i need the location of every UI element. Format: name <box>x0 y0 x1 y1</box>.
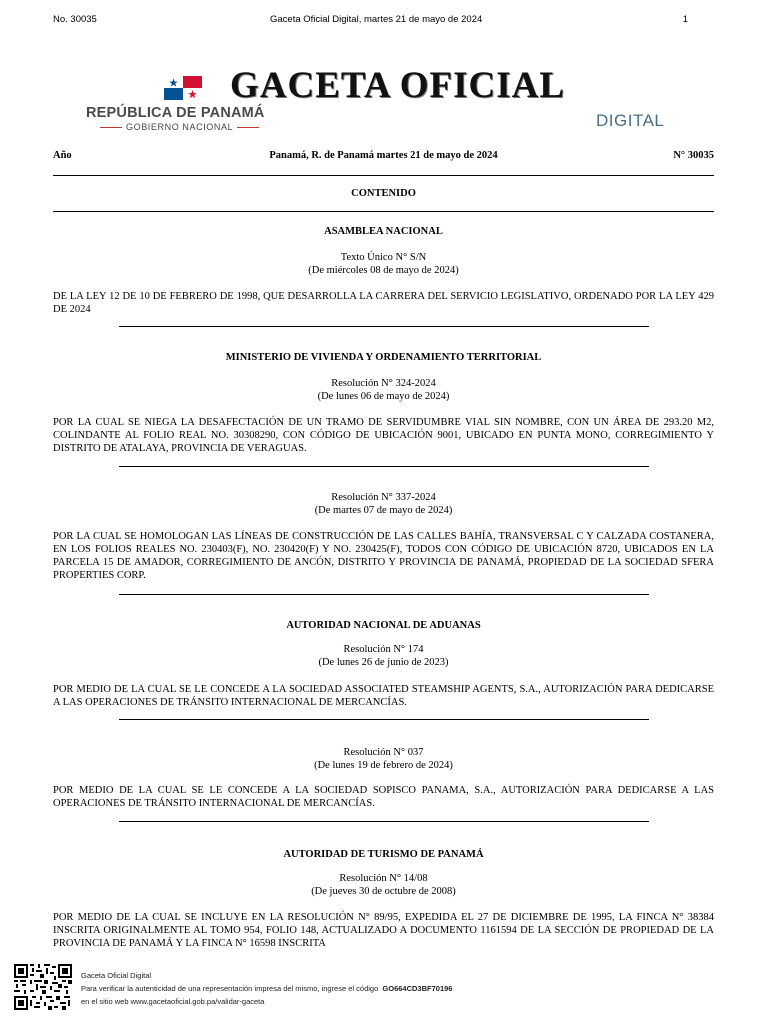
document-number: Resolución N° 037 <box>343 747 424 758</box>
verification-footer <box>14 964 754 1014</box>
page-number: 1 <box>682 14 688 25</box>
entity-heading: AUTORIDAD DE TURISMO DE PANAMÁ <box>283 849 484 860</box>
document-number: Resolución N° 324-2024 <box>331 378 436 389</box>
document-summary: DE LA LEY 12 DE 10 DE FEBRERO DE 1998, QUE DESARROLLA LA CARRERA DEL SERVICIO LEGISLATIVO, ORDENADO POR LA LEY 429 DE 2024 <box>53 291 714 315</box>
issue-place-date: Panamá, R. de Panamá martes 21 de mayo de 2024 <box>269 150 498 161</box>
document-date: (De lunes 26 de junio de 2023) <box>318 657 449 668</box>
footer-text <box>81 969 452 1008</box>
qr-code-icon <box>14 964 72 1010</box>
decorative-dash <box>237 127 259 128</box>
issue-number: No. 30035 <box>53 14 97 25</box>
digital-label: DIGITAL <box>596 111 665 130</box>
contents-title: CONTENIDO <box>351 188 416 199</box>
document-summary: POR MEDIO DE LA CUAL SE LE CONCEDE A LA SOCIEDAD SOPISCO PANAMA, S.A., AUTORIZACIÓN PARA DEDICARSE A LAS OPERACIONES DE TRÁNSITO INTERNACIONAL DE MERCANCÍAS. <box>53 785 714 809</box>
document-number: Resolución N° 14/08 <box>339 873 428 884</box>
footer-verify-text: Para verificar la autenticidad de una representación impresa del mismo, ingrese el código <box>81 984 379 993</box>
divider <box>119 719 649 720</box>
divider <box>119 466 649 467</box>
document-summary: POR LA CUAL SE NIEGA LA DESAFECTACIÓN DE UN TRAMO DE SERVIDUMBRE VIAL SIN NOMBRE, CON UN ÁREA DE 293.20 M2, COLINDANTE AL FOLIO REAL NO. 30308290, CON CÓDIGO DE UBICACIÓN 9001, UBICADO EN PUNTA MONO, CORREGIMIENTO Y DISTRITO DE ATALAYA, PROVINCIA DE VERAGUAS. <box>53 417 714 454</box>
top-header-bar <box>53 14 688 28</box>
divider <box>53 211 714 212</box>
issue-info-line <box>53 150 714 166</box>
footer-site[interactable]: en el sitio web www.gacetaoficial.gob.pa/validar-gaceta <box>81 997 265 1006</box>
republic-name: REPÚBLICA DE PANAMÁ <box>86 105 265 121</box>
document-summary: POR MEDIO DE LA CUAL SE LE CONCEDE A LA SOCIEDAD ASSOCIATED STEAMSHIP AGENTS, S.A., AUTORIZACIÓN PARA DEDICARSE A LAS OPERACIONES DE TRÁNSITO INTERNACIONAL DE MERCANCÍAS. <box>53 684 714 708</box>
divider <box>53 175 714 176</box>
entity-heading: MINISTERIO DE VIVIENDA Y ORDENAMIENTO TERRITORIAL <box>225 352 542 363</box>
footer-title: Gaceta Oficial Digital <box>81 971 152 980</box>
year-label: Año <box>53 150 72 161</box>
decorative-dash <box>100 127 122 128</box>
government-label: GOBIERNO NACIONAL <box>126 122 234 132</box>
entity-heading: ASAMBLEA NACIONAL <box>324 226 443 237</box>
document-number: Resolución N° 337-2024 <box>331 492 436 503</box>
divider <box>119 594 649 595</box>
document-date: (De jueves 30 de octubre de 2008) <box>311 886 456 897</box>
footer-verify-line <box>81 982 452 995</box>
verification-code: GO664CD3BF70196 <box>382 984 453 993</box>
document-date: (De lunes 19 de febrero de 2024) <box>314 760 453 771</box>
gazette-date: Gaceta Oficial Digital, martes 21 de mayo de 2024 <box>270 14 483 25</box>
entity-heading: AUTORIDAD NACIONAL DE ADUANAS <box>286 620 481 631</box>
document-summary: POR MEDIO DE LA CUAL SE INCLUYE EN LA RESOLUCIÓN N° 89/95, EXPEDIDA EL 27 DE DICIEMBRE DE 1995, LA FINCA N° 38384 INSCRITA ORIGINALMENTE AL TOMO 954, FOLIO 148, ACTUALIZADO A DOCUMENTO 1161594 DE LA SECCIÓN DE PROPIEDAD DE LA PROVINCIA DE PANAMÁ Y LA FINCA N° 16598 INSCRITA <box>53 912 714 949</box>
masthead <box>80 60 680 140</box>
government-name <box>96 122 263 132</box>
document-date: (De martes 07 de mayo de 2024) <box>314 505 453 516</box>
divider <box>119 821 649 822</box>
document-number: Texto Único N° S/N <box>340 252 427 263</box>
document-summary: POR LA CUAL SE HOMOLOGAN LAS LÍNEAS DE CONSTRUCCIÓN DE LAS CALLES BAHÍA, TRANSVERSAL C Y CALZADA COSTANERA, EN LOS FOLIOS REALES NO. 230403(F), NO. 230420(F) Y NO. 230425(F), TODOS CON CÓDIGO DE UBICACIÓN 8720, UBICADOS EN LA PARCELA 15 DE AMADOR, CORREGIMIENTO DE ANCÓN, DISTRITO Y PROVINCIA DE PANAMÁ, PROPIEDAD DE LA SOCIEDAD SFERA PROPERTIES CORP. <box>53 531 714 581</box>
masthead-title: GACETA OFICIAL <box>230 65 566 106</box>
document-date: (De lunes 06 de mayo de 2024) <box>317 391 450 402</box>
document-number: Resolución N° 174 <box>343 644 424 655</box>
panama-flag-icon <box>164 76 202 100</box>
document-date: (De miércoles 08 de mayo de 2024) <box>308 265 459 276</box>
divider <box>119 326 649 327</box>
issue-number-bold: N° 30035 <box>673 150 714 161</box>
